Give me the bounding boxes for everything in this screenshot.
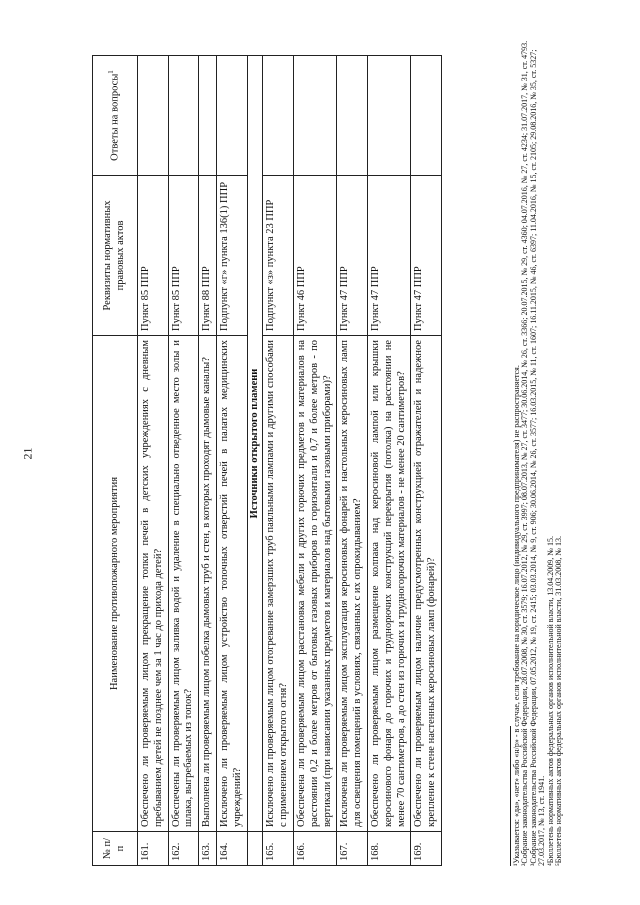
header-requisites: Реквизиты нормативных правовых актов <box>93 176 138 336</box>
row-requisites: Подпункт «г» пункта 136(1) ППР <box>216 176 247 336</box>
table-row <box>367 56 410 866</box>
row-answer[interactable] <box>367 56 410 176</box>
table-body-a <box>138 56 248 866</box>
row-number: 165. <box>263 832 294 866</box>
row-measure: Обеспечено ли проверяемым лицом прекращение топки печей в детских учреждениях с дневным пребыванием детей не позднее чем за 1 час до прихода детей? <box>138 336 169 832</box>
row-measure: Выполнена ли проверяемым лицом побелка дымовых труб и стен, в которых проходят дымовые каналы? <box>199 336 217 832</box>
row-answer[interactable] <box>293 56 336 176</box>
row-measure: Обеспечено ли проверяемым лицом размещение колпака над керосиновой лампой или крышки керосинового фонаря до горючих и труднорючих конструкций перекрытия (потолка) на расстоянии не менее 70 сантиметров, а до стен из горючих и трудногорючих материалов - не менее 20 сантиметров? <box>367 336 410 832</box>
row-measure: Исключено ли проверяемым лицом отогревание замерзших труб паяльными лампами и другими способами с применением открытого огня? <box>263 336 294 832</box>
header-name: Наименование противопожарного мероприятия <box>93 336 138 832</box>
table-header-row <box>93 56 138 866</box>
row-requisites: Пункт 88 ППР <box>199 176 217 336</box>
header-num: № п/п <box>93 832 138 866</box>
table-row <box>263 56 294 866</box>
row-measure: Исключено ли проверяемым лицом устройство топочных отверстий печей в палатах медицинских учреждений? <box>216 336 247 832</box>
footnote: ³Собрание законодательства Российской Федерации, 07.05.2012, № 19, ст. 2415; 03.03.2014, № 9, ст. 906; 30.06.2014, № 26, ст. 3577; 16.03.2015, № 11, ст. 1607; 16.11.2015, № 46, ст. 6397; 11.04.2016, № 15, ст. 2105; 29.08.2016, № 35, ст. 5327; 27.03.2017, № 13, ст. 1941. <box>528 49 547 866</box>
fire-safety-checklist-table <box>92 55 442 866</box>
row-requisites: Пункт 85 ППР <box>138 176 169 336</box>
row-measure: Исключена ли проверяемым лицом эксплуатация керосиновых фонарей и настольных керосиновых ламп для освещения помещений в условиях, связанных с их опрокидыванием? <box>337 336 368 832</box>
row-requisites: Пункт 46 ППР <box>293 176 336 336</box>
footnote: ⁵Бюллетень нормативных актов федеральных органов исполнительной власти, 31.03.2008, № 13. <box>553 536 563 866</box>
row-answer[interactable] <box>263 56 294 176</box>
row-answer[interactable] <box>199 56 217 176</box>
row-answer[interactable] <box>216 56 247 176</box>
row-answer[interactable] <box>138 56 169 176</box>
page-number: 21 <box>20 447 35 460</box>
row-measure: Обеспечены ли проверяемым лицом заливка водой и удаление в специально отведенное место золы и шлака, выгребаемых из топок? <box>168 336 199 832</box>
row-number: 169. <box>411 832 442 866</box>
row-number: 163. <box>199 832 217 866</box>
table-row <box>199 56 217 866</box>
row-requisites: Пункт 85 ППР <box>168 176 199 336</box>
row-number: 162. <box>168 832 199 866</box>
table-row <box>216 56 247 866</box>
row-measure: Обеспечена ли проверяемым лицом расстановка мебели и других горючих предметов и материалов на расстоянии 0,2 и более метров от бытовых газовых приборов по горизонтали и 0,7 и более метров - по вертикали (при нависании указанных предметов и материалов над бытовыми газовыми приборами)? <box>293 336 336 832</box>
row-number: 166. <box>293 832 336 866</box>
row-answer[interactable] <box>411 56 442 176</box>
table-row <box>138 56 169 866</box>
footnote: ¹Указывается: «да», «нет» либо «н/р» - в случае, если требование на юридическое лицо (индивидуального предпринимателя) не распространяется. <box>512 365 521 866</box>
section-title: Источники открытого пламени <box>247 56 263 832</box>
section-row <box>247 56 263 866</box>
footnote-divider <box>510 726 511 866</box>
footnote: ⁴Бюллетень нормативных актов федеральных органов исполнительной власти, 13.04.2009, № 15. <box>545 536 555 866</box>
table-row <box>411 56 442 866</box>
row-requisites: Подпункт «з» пункта 23 ППР <box>263 176 294 336</box>
footnotes <box>510 21 563 866</box>
rotated-page-content <box>92 21 612 866</box>
row-requisites: Пункт 47 ППР <box>411 176 442 336</box>
footnote: ²Собрание законодательства Российской Федерации, 28.07.2008, № 30, ст. 3579; 16.07.2012, № 29, ст. 3997; 08.07.2013, № 27, ст. 3477; 30.06.2014, № 26, ст. 3366; 20.07.2015, № 29, ст. 4360; 04.07.2016, № 27, ст. 4234; 31.07.2017, № 31, ст. 4793. <box>520 40 530 866</box>
row-requisites: Пункт 47 ППР <box>367 176 410 336</box>
row-number: 167. <box>337 832 368 866</box>
header-answers: Ответы на вопросы$^1$ <box>93 56 138 176</box>
row-answer[interactable] <box>168 56 199 176</box>
row-measure: Обеспечено ли проверяемым лицом наличие предусмотренных конструкцией отражателей и надежное крепление к стене настенных керосиновых ламп (фонарей)? <box>411 336 442 832</box>
table-row <box>337 56 368 866</box>
table-row <box>168 56 199 866</box>
table-body-b <box>263 56 442 866</box>
row-number: 161. <box>138 832 169 866</box>
row-number: 168. <box>367 832 410 866</box>
row-number: 164. <box>216 832 247 866</box>
table-row <box>293 56 336 866</box>
row-answer[interactable] <box>337 56 368 176</box>
row-requisites: Пункт 47 ППР <box>337 176 368 336</box>
